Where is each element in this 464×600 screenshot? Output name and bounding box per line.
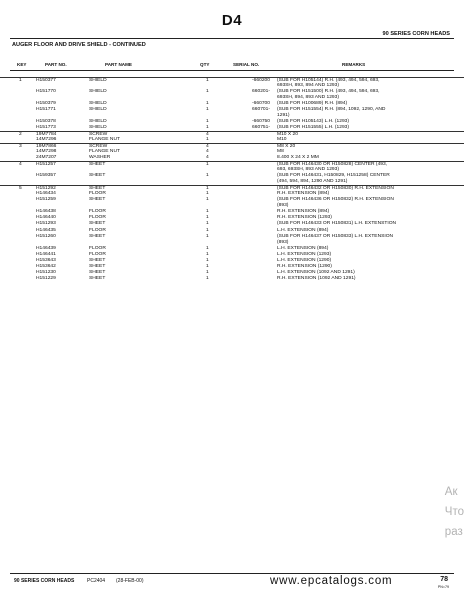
part-number: H150378 [36,119,56,125]
quantity: 1 [206,269,209,275]
row-key: 2 [19,132,22,138]
footer-rule [10,573,454,574]
quantity: 1 [206,191,209,197]
serial-number: 660201- [252,89,270,95]
part-name: SCREW [89,144,108,150]
part-name: FLANGE NUT [89,149,120,155]
part-number: H151293 [36,221,56,227]
remarks: R.H. EXTENSION (1092 AND 1291) [277,275,356,281]
remarks: R.H. EXTENSION (1293) [277,215,332,221]
footer-series: 90 SERIES CORN HEADS [14,578,75,584]
part-name: SHIELD [89,107,107,113]
quantity: 1 [206,137,209,143]
part-number: H146439 [36,245,56,251]
remarks: (SUB FOR H146432 OR H150830) R.H. EXTENSION [277,186,394,192]
part-name: SCREW [89,132,108,138]
remarks: (SUB FOR H105143) L.H. (1293) [277,119,350,125]
part-name: SHIELD [89,119,107,125]
part-name: SHEET [89,275,106,281]
quantity: 1 [206,245,209,251]
section-title: AUGER FLOOR AND DRIVE SHIELD - CONTINUED [12,42,146,48]
part-number: H150377 [36,78,56,83]
part-name: SHEET [89,162,106,168]
row-key: 4 [19,162,22,168]
remarks: M8 X 20 [277,144,296,150]
remarks: R.H. EXTENSION (894) [277,209,330,215]
remarks: R.H. EXTENSION (1290) [277,263,332,269]
part-number: H151230 [36,269,56,275]
quantity: 1 [206,221,209,227]
part-number: H151257 [36,162,56,168]
remarks: 693SH, 894, 893 AND 1293) [277,95,339,101]
col-header-part-no: PART NO. [45,62,67,67]
quantity: 1 [206,275,209,281]
part-number: 24M7207 [36,155,57,161]
part-name: SHEET [89,269,106,275]
header-rule [10,38,454,39]
serial-number: 660751- [252,125,270,131]
part-number: H159357 [36,173,56,179]
part-number: H150379 [36,101,56,107]
col-header-remarks: REMARKS [342,62,366,67]
serial-number: -660200 [252,78,270,83]
col-header-part-name: PART NAME [105,62,132,67]
part-number: H151292 [36,186,56,192]
remarks: M8 [277,149,284,155]
quantity: 1 [206,263,209,269]
remarks: L.H. EXTENSION (1293) [277,251,332,257]
serial-number: -660750 [252,119,270,125]
part-number: H153642 [36,263,56,269]
overlay-line-1: Ак [444,486,458,498]
part-name: FLOOR [89,191,106,197]
remarks: (SUB FOR H105144) R.H. (493, 494, 594, 693, [277,78,380,83]
section-code: D4 [221,12,243,29]
remarks: M10 X 20 [277,132,298,138]
remarks: (SUB FOR H146433 OR H150831) L.H. EXTENSTION [277,221,397,227]
part-name: SHIELD [89,101,107,107]
quantity: 1 [206,107,209,113]
part-number: 19M7784 [36,132,57,138]
remarks: (SUB FOR H146430 OR H150828) CENTER (493, [277,162,388,168]
part-name: SHIELD [89,89,107,95]
part-number: H151770 [36,89,56,95]
part-number: H146438 [36,209,56,215]
activation-overlay [445,482,464,542]
part-name: SHEET [89,173,106,179]
page-number: 78 [440,576,448,583]
part-name: FLOOR [89,215,106,221]
remarks: (SUB FOR H151555) L.H. (1293) [277,125,350,131]
row-key: 5 [19,186,22,192]
quantity: 1 [206,101,209,107]
remarks: M10 [277,137,287,143]
remarks: L.H. EXTENSION (1290) [277,257,332,263]
part-name: FLOOR [89,227,106,233]
quantity: 1 [206,186,209,192]
quantity: 4 [206,132,209,138]
part-name: FLOOR [89,209,106,215]
part-name: SHEET [89,263,106,269]
quantity: 4 [206,149,209,155]
quantity: 1 [206,173,209,179]
part-number: 14M7298 [36,149,57,155]
col-header-key: KEY [17,62,27,67]
part-name: SHEET [89,257,106,263]
watermark-url: www.epcatalogs.com [270,575,393,587]
part-name: SHIELD [89,125,107,131]
remarks: (SUB FOR H146436 OR H150832) R.H. EXTENSION [277,197,394,203]
row-key: 1 [19,78,22,83]
part-name: FLOOR [89,245,106,251]
page-code: PN=79 [437,585,449,589]
quantity: 1 [206,125,209,131]
part-number: H151773 [36,125,56,131]
part-name: FLANGE NUT [89,137,120,143]
remarks: 693SH, 893, 894 AND 1293) [277,83,339,89]
remarks: (893) [277,203,289,209]
series-header: 90 SERIES CORN HEADS [382,31,450,37]
part-number: H146434 [36,191,56,197]
remarks: (SUB FOR H100689) R.H. (894) [277,101,348,107]
col-header-qty: QTY [200,62,210,67]
footer-date: (28-FEB-00) [116,578,144,584]
part-number: H146441 [36,251,56,257]
part-number: H151260 [36,233,56,239]
row-key: 3 [19,144,22,150]
overlay-line-3: раз [444,526,463,538]
remarks: (SUB FOR H151500) R.H. (493, 494, 594, 693, [277,89,380,95]
quantity: 1 [206,78,209,83]
remarks: L.H. EXTENSION (1092 AND 1291) [277,269,355,275]
serial-number: 660701- [252,107,270,113]
part-name: SHEET [89,221,106,227]
remarks: L.H. EXTENSION (894) [277,227,329,233]
quantity: 1 [206,162,209,168]
quantity: 1 [206,251,209,257]
footer-code: PC2404 [87,578,106,584]
remarks: (SUB FOR H151554) R.H. (894, 1092, 1290, AND [277,107,386,113]
part-name: SHEET [89,186,106,192]
quantity: 1 [206,209,209,215]
quantity: 1 [206,119,209,125]
remarks: R.H. EXTENSION (894) [277,191,330,197]
quantity: 1 [206,89,209,95]
part-number: H153643 [36,257,56,263]
part-name: WASHER [89,155,111,161]
quantity: 1 [206,197,209,203]
part-number: H146435 [36,227,56,233]
quantity: 1 [206,233,209,239]
remarks: 693, 693SH, 893 AND 1293) [277,167,339,173]
part-name: SHEET [89,233,106,239]
serial-number: -660700 [252,101,270,107]
remarks: 1291) [277,113,290,119]
part-number: H146440 [36,215,56,221]
part-number: H151229 [36,275,56,281]
remarks: (SUB FOR H146437 OR H150833) L.H. EXTENSION [277,233,394,239]
quantity: 4 [206,155,209,161]
part-name: SHEET [89,197,106,203]
quantity: 1 [206,215,209,221]
part-name: FLOOR [89,251,106,257]
quantity: 1 [206,227,209,233]
part-number: 14M7296 [36,137,57,143]
part-name: SHIELD [89,78,107,83]
table-row [0,276,464,282]
part-number: H151771 [36,107,56,113]
remarks: (SUB FOR H146431, H150829, H151258) CENTER [277,173,390,179]
part-number: 19M7866 [36,144,57,150]
quantity: 4 [206,144,209,150]
remarks: L.H. EXTENSION (894) [277,245,329,251]
remarks: 8.400 X 24 X 2 MM [277,155,319,161]
columns-rule [10,70,454,71]
col-header-serial-no: SERIAL NO. [233,62,260,67]
quantity: 1 [206,257,209,263]
part-number: H151259 [36,197,56,203]
overlay-line-2: Что [444,506,464,518]
remarks: (494, 594, 894, 1290 AND 1291) [277,179,348,185]
remarks: (893) [277,239,289,245]
